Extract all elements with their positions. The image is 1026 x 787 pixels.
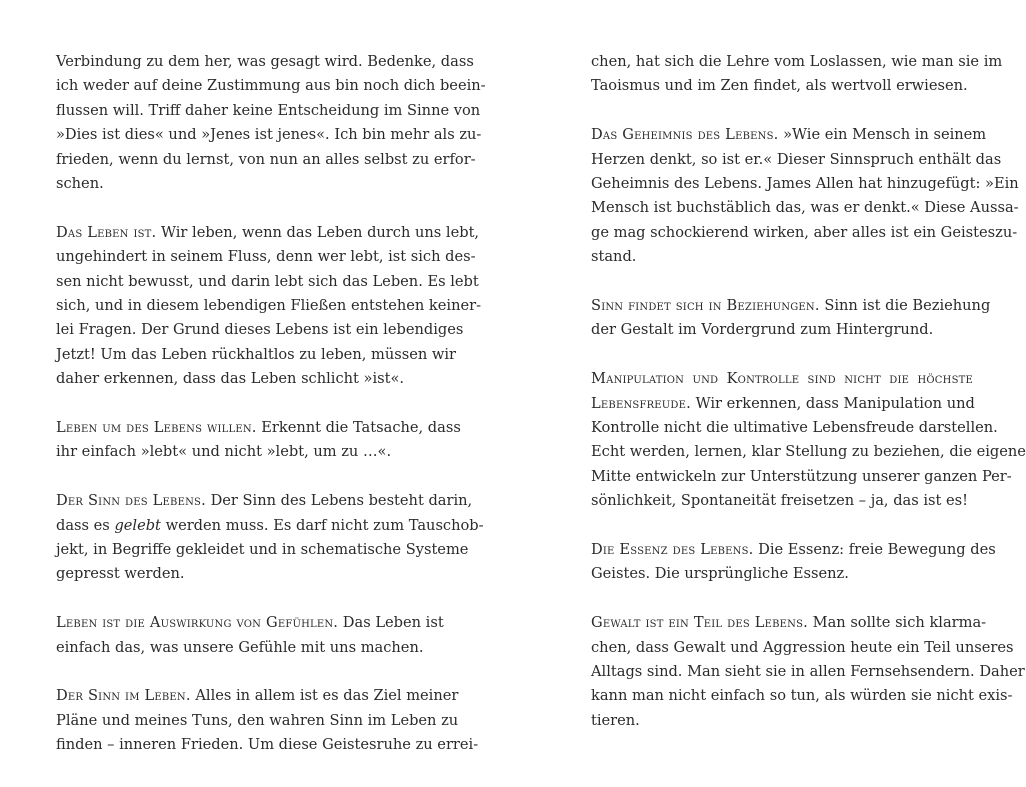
text-line bbox=[56, 440, 436, 464]
text-line bbox=[591, 318, 973, 342]
text-line bbox=[56, 221, 480, 245]
section-heading: Gewalt ist ein Teil des Lebens. bbox=[591, 614, 808, 632]
text-line bbox=[591, 196, 1019, 220]
text-line bbox=[591, 538, 996, 562]
body-text: jekt, in Begriffe gekleidet und in schematische Systeme bbox=[56, 541, 469, 559]
body-text: Alltags sind. Man sieht sie in allen Fernsehsendern. Daher bbox=[591, 663, 1025, 681]
body-text: gepresst werden. bbox=[56, 565, 185, 583]
text-line bbox=[591, 50, 1003, 74]
text-line bbox=[56, 684, 459, 708]
body-text: »Wie ein Mensch in seinem bbox=[778, 126, 987, 144]
body-text: Echt werden, lernen, klar Stellung zu beziehen, die eigene bbox=[591, 443, 1026, 461]
text-line bbox=[56, 50, 474, 74]
body-text: chen, hat sich die Lehre vom Loslassen, wie man sie im bbox=[591, 53, 1003, 70]
left-page bbox=[56, 50, 486, 782]
section-heading: Lebensfreude. bbox=[591, 394, 691, 412]
text-line bbox=[591, 74, 973, 98]
body-text: Mensch ist buchstäblich das, was er denkt.« Diese Aussa- bbox=[591, 199, 1019, 217]
body-text: Das Leben ist bbox=[338, 614, 444, 632]
body-text: werden muss. Es darf nicht zum Tauschob- bbox=[160, 516, 484, 534]
body-text: Verbindung zu dem her, was gesagt wird. Bedenke, dass bbox=[56, 53, 474, 70]
text-line bbox=[591, 148, 1002, 172]
left-paragraph bbox=[56, 221, 482, 392]
section-heading: Sinn findet sich in Beziehungen. bbox=[591, 297, 820, 315]
body-text: dass es bbox=[56, 516, 115, 534]
body-text: Man sollte sich klarma- bbox=[808, 614, 987, 632]
body-text: sich, und in diesem lebendigen Fließen entstehen keiner- bbox=[56, 297, 482, 315]
text-line bbox=[591, 562, 973, 586]
body-text: Sinn ist die Beziehung bbox=[819, 297, 991, 315]
section-heading: Das Leben ist. bbox=[56, 223, 157, 241]
right-paragraph bbox=[591, 611, 1025, 733]
right-page bbox=[591, 50, 1026, 758]
text-line bbox=[56, 74, 486, 98]
text-line bbox=[56, 367, 436, 391]
body-text: finden – inneren Frieden. Um diese Geistesruhe zu errei- bbox=[56, 736, 479, 754]
body-text: frieden, wenn du lernst, von nun an alles selbst zu erfor- bbox=[56, 150, 476, 168]
text-line bbox=[56, 489, 473, 513]
text-line bbox=[591, 636, 1014, 660]
left-paragraph bbox=[56, 416, 461, 465]
text-line bbox=[56, 318, 464, 342]
text-line bbox=[56, 172, 436, 196]
left-paragraph bbox=[56, 684, 479, 757]
text-line bbox=[591, 709, 973, 733]
text-line bbox=[591, 611, 987, 635]
right-paragraph bbox=[591, 367, 1026, 513]
text-line bbox=[56, 343, 457, 367]
text-line bbox=[56, 123, 482, 147]
body-text: Wir leben, wenn das Leben durch uns lebt, bbox=[156, 223, 480, 241]
section-heading: Leben ist die Auswirkung von Gefühlen. bbox=[56, 614, 339, 632]
body-text: Die Essenz: freie Bewegung des bbox=[753, 541, 996, 559]
body-text: lei Fragen. Der Grund dieses Lebens ist ein lebendiges bbox=[56, 321, 464, 339]
body-text: ge mag schockierend wirken, aber alles ist ein Geisteszu- bbox=[591, 223, 1018, 241]
text-line bbox=[591, 367, 973, 391]
text-line bbox=[591, 245, 973, 269]
body-text: »Dies ist dies« und »Jenes ist jenes«. Ich bin mehr als zu- bbox=[56, 126, 482, 144]
body-text: ihr einfach »lebt« und nicht »lebt, um zu …«. bbox=[56, 443, 392, 461]
section-heading: Manipulation und Kontrolle sind nicht die höchste bbox=[591, 370, 973, 388]
text-line bbox=[56, 99, 481, 123]
text-line bbox=[56, 562, 436, 586]
body-text: schen. bbox=[56, 175, 104, 193]
body-text: sönlichkeit, Spontaneität freisetzen – ja, das ist es! bbox=[591, 492, 969, 510]
body-text: sen nicht bewusst, und darin lebt sich das Leben. Es lebt bbox=[56, 272, 479, 290]
section-heading: Das Geheimnis des Lebens. bbox=[591, 126, 779, 144]
body-text: Kontrolle nicht die ultimative Lebensfreude darstellen. bbox=[591, 419, 998, 437]
body-text: Geistes. Die ursprüngliche Essenz. bbox=[591, 565, 849, 583]
body-text: Jetzt! Um das Leben rückhaltlos zu leben, müssen wir bbox=[56, 345, 457, 363]
body-text: einfach das, was unsere Gefühle mit uns machen. bbox=[56, 638, 424, 656]
left-paragraph bbox=[56, 611, 444, 660]
body-text: flussen will. Triff daher keine Entscheidung im Sinne von bbox=[56, 101, 481, 119]
left-paragraph bbox=[56, 489, 484, 587]
text-line bbox=[56, 270, 479, 294]
body-text: Alles in allem ist es das Ziel meiner bbox=[190, 687, 459, 705]
text-line bbox=[591, 123, 987, 147]
text-line bbox=[56, 416, 461, 440]
body-text: Mitte entwickeln zur Unterstützung unserer ganzen Per- bbox=[591, 467, 1012, 485]
body-text: chen, dass Gewalt und Aggression heute ein Teil unseres bbox=[591, 638, 1014, 656]
body-text: Erkennt die Tatsache, dass bbox=[256, 419, 461, 437]
section-heading: Leben um des Lebens willen. bbox=[56, 419, 257, 437]
body-text: Wir erkennen, dass Manipulation und bbox=[691, 394, 975, 412]
text-line bbox=[56, 709, 459, 733]
text-line bbox=[56, 148, 476, 172]
text-line bbox=[591, 172, 1019, 196]
right-paragraph bbox=[591, 123, 1019, 269]
body-text: stand. bbox=[591, 248, 637, 266]
body-text: ungehindert in seinem Fluss, denn wer lebt, ist sich des- bbox=[56, 248, 476, 266]
text-line bbox=[56, 636, 436, 660]
right-paragraph bbox=[591, 538, 996, 587]
body-text: Der Sinn des Lebens besteht darin, bbox=[205, 492, 473, 510]
body-text: der Gestalt im Vordergrund zum Hintergrund. bbox=[591, 321, 934, 339]
text-line bbox=[56, 245, 476, 269]
body-text: kann man nicht einfach so tun, als würden sie nicht exis- bbox=[591, 687, 1013, 705]
text-line bbox=[591, 392, 973, 416]
section-heading: Die Essenz des Lebens. bbox=[591, 541, 754, 559]
text-line bbox=[56, 733, 479, 757]
left-paragraph bbox=[56, 50, 486, 196]
section-heading: Der Sinn im Leben. bbox=[56, 687, 191, 705]
emphasized-word: gelebt bbox=[114, 516, 161, 534]
body-text: ich weder auf deine Zustimmung aus bin noch dich beein- bbox=[56, 77, 486, 95]
body-text: Pläne und meines Tuns, den wahren Sinn im Leben zu bbox=[56, 711, 459, 729]
text-line bbox=[56, 294, 482, 318]
text-line bbox=[56, 514, 484, 538]
text-line bbox=[56, 538, 469, 562]
body-text: daher erkennen, dass das Leben schlicht »ist«. bbox=[56, 370, 405, 388]
text-line bbox=[591, 416, 998, 440]
right-paragraph bbox=[591, 50, 1003, 99]
body-text: Geheimnis des Lebens. James Allen hat hinzugefügt: »Ein bbox=[591, 175, 1019, 193]
body-text: Herzen denkt, so ist er.« Dieser Sinnspruch enthält das bbox=[591, 150, 1002, 168]
text-line bbox=[591, 221, 1018, 245]
text-line bbox=[591, 294, 991, 318]
text-line bbox=[591, 684, 1013, 708]
section-heading: Der Sinn des Lebens. bbox=[56, 492, 206, 510]
text-line bbox=[56, 611, 444, 635]
text-line bbox=[591, 489, 973, 513]
text-line bbox=[591, 660, 1025, 684]
body-text: tieren. bbox=[591, 711, 640, 729]
text-line bbox=[591, 440, 1026, 464]
text-line bbox=[591, 465, 1012, 489]
right-paragraph bbox=[591, 294, 991, 343]
body-text: Taoismus und im Zen findet, als wertvoll erwiesen. bbox=[591, 77, 968, 95]
